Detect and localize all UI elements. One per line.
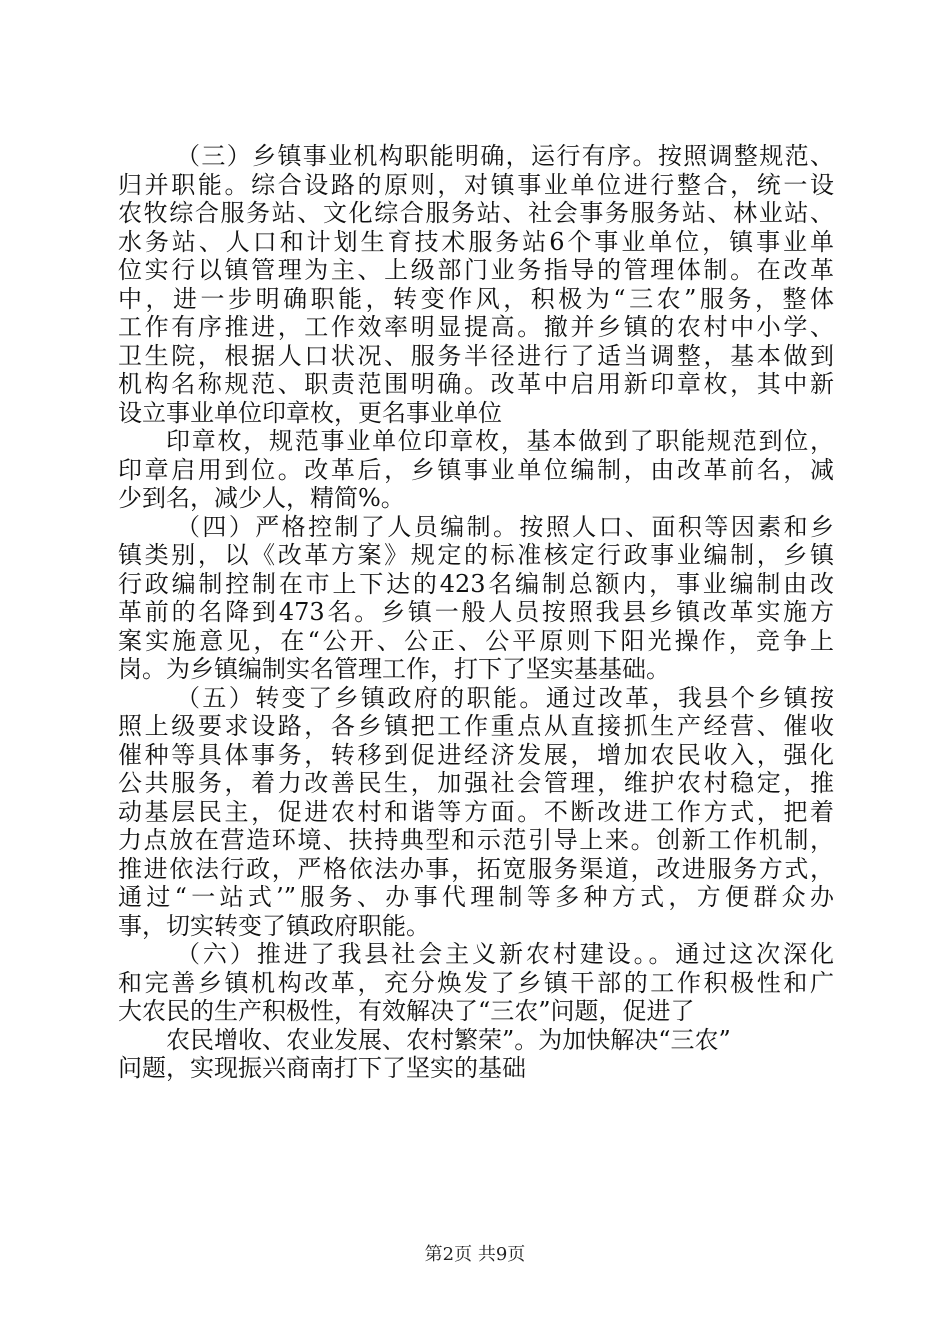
text-line: 行政编制控制在市上下达的423名编制总额内，事业编制由改: [118, 569, 834, 598]
text-line: 动基层民主，促进农村和谐等方面。不断改进工作方式，把着: [118, 797, 834, 826]
text-line: 大农民的生产积极性，有效解决了“三农”问题，促进了: [118, 997, 695, 1025]
page-number-footer: 第2页 共9页: [424, 1244, 526, 1265]
text-line: （六）推进了我县社会主义新农村建设。。通过这次深化: [176, 940, 834, 968]
text-line: 少到名，减少人，精简%。: [118, 484, 405, 512]
text-line: 位实行以镇管理为主、上级部门业务指导的管理体制。在改革: [118, 256, 834, 284]
text-line: 印章枚，规范事业单位印章枚，基本做到了职能规范到位，: [166, 427, 834, 455]
text-line: 农牧综合服务站、文化综合服务站、社会事务服务站、林业站、: [118, 199, 834, 227]
text-line: 照上级要求设路，各乡镇把工作重点从直接抓生产经营、催收: [118, 712, 834, 740]
text-line: 中，进一步明确职能，转变作风，积极为“三农”服务，整体: [118, 284, 834, 313]
text-line: 设立事业单位印章枚，更名事业单位: [118, 398, 502, 427]
text-line: 卫生院，根据人口状况、服务半径进行了适当调整，基本做到: [118, 341, 834, 370]
text-line: 事，切实转变了镇政府职能。: [118, 911, 430, 940]
text-line: 机构名称规范、职责范围明确。改革中启用新印章枚，其中新: [118, 370, 834, 398]
text-line: （三）乡镇事业机构职能明确，运行有序。按照调整规范、: [176, 142, 834, 170]
text-line: 岗。为乡镇编制实名管理工作，打下了坚实基基础。: [118, 655, 670, 683]
text-line: 镇类别，以《改革方案》规定的标准核定行政事业编制，乡镇: [118, 541, 834, 569]
text-line: 通过“一站式’”服务、办事代理制等多种方式，方便群众办: [118, 883, 834, 911]
text-line: 归并职能。综合设路的原则，对镇事业单位进行整合，统一设: [118, 170, 834, 199]
text-line: 革前的名降到473名。乡镇一般人员按照我县乡镇改革实施方: [118, 598, 834, 626]
text-line: 工作有序推进，工作效率明显提高。撤并乡镇的农村中小学、: [118, 313, 834, 341]
text-line: 和完善乡镇机构改革，充分焕发了乡镇干部的工作积极性和广: [118, 968, 834, 997]
text-line: 水务站、人口和计划生育技术服务站6个事业单位，镇事业单: [118, 227, 834, 256]
text-line: 案实施意见，在“公开、公正、公平原则下阳光操作，竞争上: [118, 626, 834, 655]
text-line: 力点放在营造环境、扶持典型和示范引导上来。创新工作机制，: [118, 826, 834, 854]
text-line: （五）转变了乡镇政府的职能。通过改革，我县个乡镇按: [176, 683, 834, 712]
document-body: [118, 142, 834, 1083]
text-line: 催种等具体事务，转移到促进经济发展，增加农民收入，强化: [118, 740, 834, 769]
text-line: 印章启用到位。改革后，乡镇事业单位编制，由改革前名，减: [118, 455, 834, 484]
text-line: 推进依法行政，严格依法办事，拓宽服务渠道，改进服务方式，: [118, 854, 834, 883]
text-line: 农民增收、农业发展、农村繁荣”。为加快解决“三农”: [166, 1025, 731, 1054]
text-line: （四）严格控制了人员编制。按照人口、面积等因素和乡: [176, 512, 834, 541]
text-line: 问题，实现振兴商南打下了坚实的基础: [118, 1054, 526, 1082]
text-line: 公共服务，着力改善民生，加强社会管理，维护农村稳定，推: [118, 769, 834, 797]
